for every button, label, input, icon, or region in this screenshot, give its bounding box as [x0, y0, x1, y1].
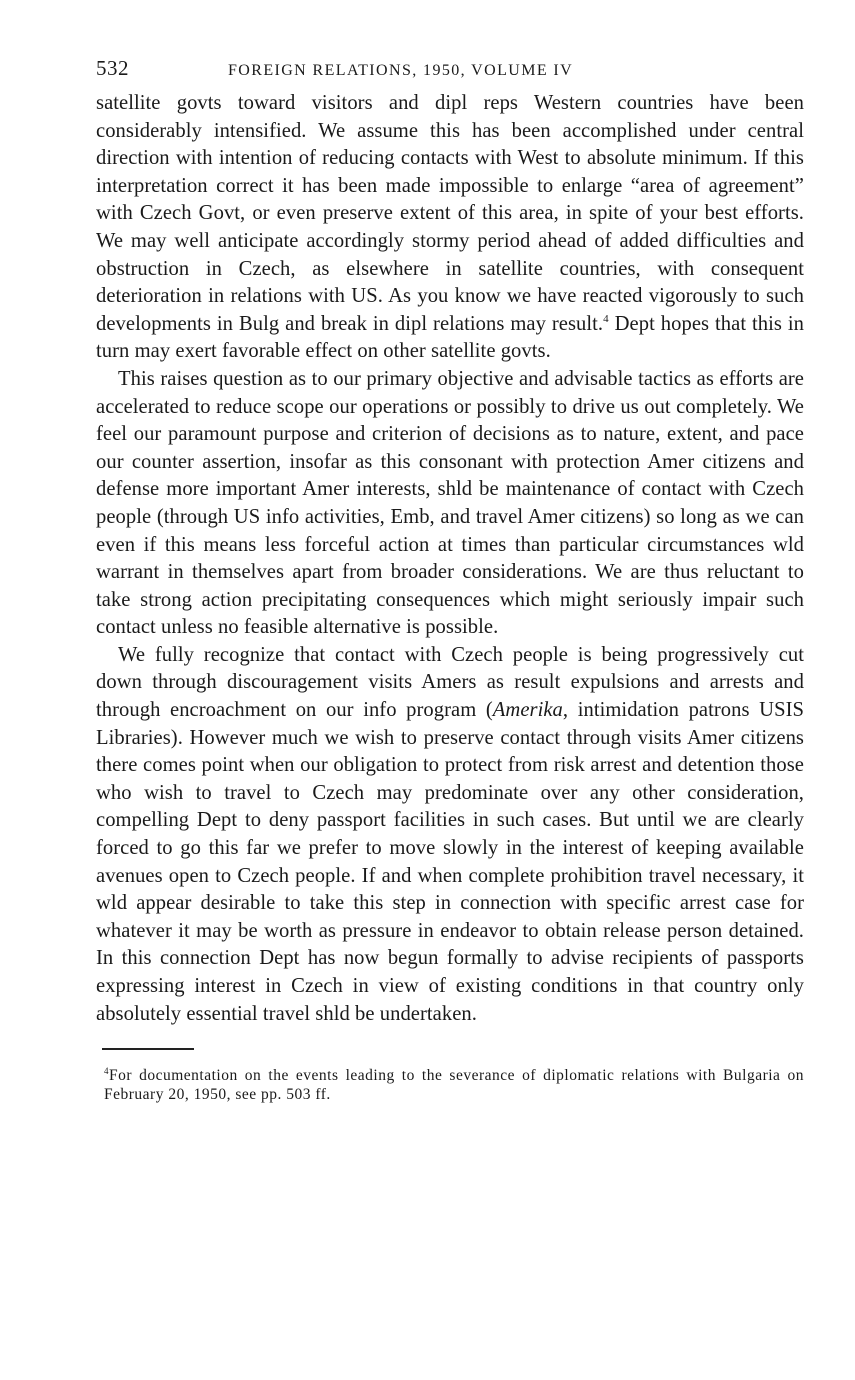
footnote-divider	[102, 1048, 194, 1050]
paragraph-1	[96, 90, 804, 366]
paragraph-3	[96, 642, 804, 1028]
running-head	[96, 56, 804, 90]
footnote-mark: 4	[104, 1066, 109, 1077]
running-title: FOREIGN RELATIONS, 1950, VOLUME IV	[228, 62, 574, 79]
paragraph-1-text-continued: Dept hopes that this in turn may exert favorable effect on other satellite govts.	[96, 312, 805, 363]
page-number: 532	[96, 56, 129, 80]
body-text	[96, 90, 804, 1028]
footnote	[104, 1066, 804, 1104]
paragraph-2: This raises question as to our primary objective and advisable tactics as efforts are accelerated to reduce scope our operations or possibly to drive us out completely. We feel our paramount purpose and criterion of decisions as to nature, extent, and pace our counter assertion, insofar as this consonant with protection Amer citizens and defense more important Amer interests, shld be maintenance of contact with Czech people (through US info activities, Emb, and travel Amer citizens) so long as we can even if this means less forceful action at times than particular circumstances wld warrant in themselves apart from broader considerations. We are thus reluctant to take strong action precipitating consequences which might seriously impair such contact unless no feasible alternative is possible.	[96, 367, 804, 639]
footnote-reference-mark: 4	[603, 312, 609, 325]
paragraph-3-italic-title: Amerika	[492, 699, 563, 722]
paragraph-3-text: We fully recognize that contact with Czech people is being progressively cut down through discouragement visits Amers as result expulsions and arrests and through encroachment on our info program (	[96, 643, 804, 722]
paragraph-3-text-continued: , intimidation patrons USIS Libraries). However much we wish to preserve contact through visits Amer citizens there comes point when our obligation to protect from risk arrest and detention those who wish to travel to Czech may predominate over any other consideration, compelling Dept to deny passport facilities in such cases. But until we are clearly forced to go this far we prefer to move slowly in the interest of keeping available avenues open to Czech people. If and when complete prohibition travel necessary, it wld appear desirable to take this step in connection with specific arrest case for whatever it may be worth as pressure in endeavor to obtain release person detained. In this connection Dept has now begun formally to advise recipients of passports expressing interest in Czech in view of existing conditions in that country only absolutely essential travel shld be undertaken.	[96, 699, 804, 1025]
footnote-text: For documentation on the events leading to the severance of diplomatic relations with Bulgaria on February 20, 1950, see pp. 503 ff.	[104, 1067, 804, 1104]
paragraph-1-text: satellite govts toward visitors and dipl reps Western countries have been considerably intensified. We assume this has been accomplished under central direction with intention of reducing contacts with West to absolute minimum. If this interpretation correct it has been made impossible to enlarge “area of agreement” with Czech Govt, or even preserve extent of this area, in spite of your best efforts. We may well anticipate accordingly stormy period ahead of added difficulties and obstruction in Czech, as elsewhere in satellite countries, with consequent deterioration in relations with US. As you know we have reacted vigorously to such developments in Bulg and break in dipl relations may result.	[96, 92, 804, 335]
document-page	[96, 56, 804, 1104]
